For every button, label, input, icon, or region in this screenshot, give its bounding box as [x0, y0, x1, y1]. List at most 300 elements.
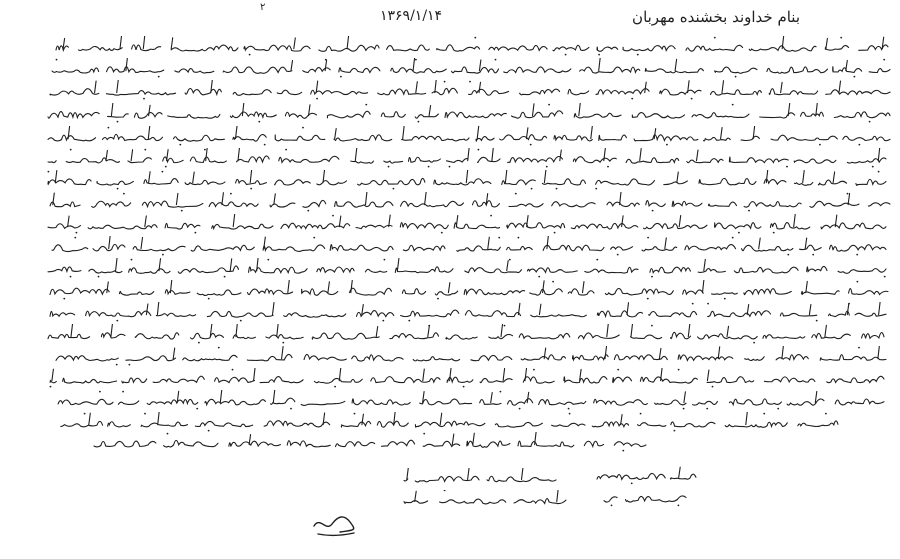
handwriting-dot: [666, 144, 668, 146]
handwriting-stroke: [390, 333, 439, 339]
handwriting-dot: [856, 254, 858, 256]
handwriting-stroke: [729, 157, 788, 163]
handwriting-stroke: [623, 46, 675, 51]
handwriting-dot: [316, 98, 318, 100]
handwriting-stroke: [503, 369, 505, 381]
handwriting-stroke: [222, 193, 224, 205]
handwriting-dot: [449, 166, 451, 168]
handwriting-stroke: [697, 150, 699, 161]
handwriting-dot: [408, 320, 410, 322]
handwriting-dot: [763, 413, 765, 415]
handwriting-stroke: [579, 103, 581, 116]
handwriting-stroke: [646, 201, 666, 207]
handwriting-stroke: [454, 223, 500, 229]
handwriting-stroke: [303, 68, 331, 73]
handwriting-stroke: [120, 291, 154, 295]
handwriting-stroke: [826, 90, 890, 95]
handwriting-stroke: [504, 67, 571, 73]
handwriting-stroke: [746, 412, 748, 425]
handwriting-stroke: [829, 311, 850, 316]
handwriting-stroke: [718, 347, 720, 359]
handwriting-svg: [44, 324, 888, 346]
handwriting-dot: [651, 325, 653, 327]
handwriting-dot: [631, 483, 633, 485]
handwriting-stroke: [122, 378, 147, 383]
handwriting-stroke: [585, 267, 638, 273]
handwriting-stroke: [801, 112, 824, 116]
handwriting-stroke: [118, 401, 138, 405]
handwriting-dot: [738, 232, 740, 234]
handwriting-stroke: [547, 236, 549, 249]
handwritten-line: [90, 432, 650, 454]
handwriting-stroke: [645, 68, 703, 72]
handwriting-stroke: [711, 90, 762, 95]
handwriting-stroke: [492, 148, 494, 161]
handwriting-stroke: [522, 468, 524, 479]
handwriting-stroke: [826, 38, 828, 48]
handwriting-stroke: [469, 89, 509, 95]
handwriting-stroke: [727, 326, 729, 336]
handwriting-stroke: [446, 335, 477, 339]
handwriting-dot: [787, 254, 789, 256]
handwriting-dot: [878, 171, 880, 173]
handwriting-dot: [568, 408, 570, 410]
handwriting-stroke: [92, 201, 131, 207]
handwriting-stroke: [174, 135, 225, 141]
handwriting-stroke: [640, 149, 642, 161]
handwriting-stroke: [803, 171, 805, 183]
handwriting-stroke: [553, 45, 589, 51]
handwriting-stroke: [275, 135, 325, 141]
handwriting-stroke: [197, 290, 241, 296]
handwriting-stroke: [435, 291, 457, 295]
handwriting-svg: [44, 148, 890, 170]
handwriting-dot: [691, 98, 693, 100]
handwriting-stroke: [158, 412, 160, 425]
handwriting-stroke: [505, 170, 507, 183]
handwriting-svg: [44, 126, 894, 148]
handwriting-stroke: [741, 136, 759, 140]
handwriting-stroke: [395, 267, 453, 273]
handwriting-stroke: [339, 368, 341, 381]
handwritten-line: [46, 192, 894, 214]
handwriting-stroke: [638, 423, 666, 427]
handwriting-dot: [498, 237, 500, 239]
handwriting-stroke: [698, 269, 725, 273]
handwriting-stroke: [794, 214, 796, 226]
handwriting-stroke: [591, 126, 593, 138]
handwriting-stroke: [117, 80, 119, 92]
handwriting-stroke: [358, 178, 425, 185]
letter-closing: [400, 466, 700, 526]
handwriting-stroke: [50, 202, 80, 207]
handwriting-dot: [441, 232, 443, 234]
handwriting-stroke: [407, 468, 409, 479]
handwriting-stroke: [468, 148, 470, 161]
handwriting-stroke: [429, 106, 431, 116]
handwriting-svg: [46, 80, 894, 102]
handwriting-stroke: [88, 225, 157, 229]
handwriting-stroke: [397, 258, 399, 270]
handwriting-stroke: [821, 223, 886, 229]
handwriting-stroke: [291, 61, 293, 71]
handwriting-stroke: [744, 202, 801, 208]
handwriting-dot: [70, 149, 72, 151]
handwriting-dot: [598, 54, 600, 56]
handwriting-dot: [611, 505, 613, 507]
handwriting-stroke: [800, 245, 822, 250]
handwriting-dot: [116, 364, 118, 366]
handwriting-stroke: [384, 161, 403, 163]
handwriting-stroke: [56, 356, 118, 361]
handwriting-svg: [48, 236, 890, 258]
handwriting-stroke: [175, 69, 214, 73]
handwriting-dot: [340, 76, 342, 78]
handwriting-dot: [857, 281, 859, 283]
handwriting-stroke: [440, 413, 442, 424]
handwriting-stroke: [745, 357, 765, 361]
handwriting-stroke: [282, 347, 284, 359]
handwritten-line: [46, 302, 890, 324]
handwriting-stroke: [56, 46, 68, 50]
handwriting-stroke: [50, 89, 99, 95]
handwriting-stroke: [692, 113, 749, 118]
handwritten-line: [52, 36, 892, 58]
handwriting-stroke: [568, 89, 589, 94]
handwriting-stroke: [303, 200, 326, 207]
handwriting-stroke: [145, 216, 147, 227]
handwriting-stroke: [312, 333, 379, 339]
handwriting-stroke: [621, 415, 623, 425]
handwriting-dot: [158, 76, 160, 78]
handwriting-stroke: [156, 313, 195, 316]
handwriting-stroke: [132, 45, 161, 51]
handwriting-stroke: [622, 216, 624, 227]
handwriting-stroke: [50, 311, 75, 316]
handwriting-stroke: [131, 150, 133, 161]
handwriting-stroke: [288, 280, 290, 293]
handwriting-stroke: [640, 377, 697, 383]
handwriting-dot: [840, 37, 842, 39]
handwriting-stroke: [688, 324, 690, 337]
handwriting-stroke: [191, 333, 224, 339]
handwriting-dot: [393, 188, 395, 190]
handwriting-stroke: [401, 201, 464, 206]
handwriting-stroke: [48, 224, 81, 229]
handwriting-dot: [622, 450, 624, 452]
handwriting-stroke: [543, 245, 604, 251]
handwriting-stroke: [672, 201, 702, 206]
handwriting-svg: [46, 390, 888, 412]
handwriting-dot: [249, 54, 251, 56]
handwriting-stroke: [400, 222, 448, 228]
handwriting-stroke: [351, 161, 374, 163]
handwriting-stroke: [254, 368, 256, 381]
handwriting-stroke: [116, 258, 118, 271]
handwriting-stroke: [686, 45, 743, 51]
handwriting-stroke: [744, 289, 791, 295]
handwriting-dot: [365, 104, 367, 106]
handwriting-stroke: [165, 223, 200, 229]
handwriting-stroke: [573, 355, 609, 360]
handwriting-stroke: [230, 259, 232, 271]
handwriting-svg: [52, 412, 842, 434]
handwriting-stroke: [325, 60, 327, 71]
handwriting-stroke: [521, 355, 565, 360]
handwriting-stroke: [660, 89, 701, 95]
handwriting-stroke: [514, 499, 566, 504]
handwriting-dot: [123, 193, 125, 195]
handwriting-stroke: [423, 369, 425, 381]
handwriting-stroke: [677, 172, 679, 183]
handwriting-stroke: [769, 89, 818, 95]
handwriting-dot: [302, 127, 304, 129]
handwriting-svg: [46, 368, 888, 390]
handwriting-stroke: [339, 67, 380, 72]
handwriting-dot: [198, 342, 200, 344]
handwritten-line: [46, 390, 888, 412]
handwriting-stroke: [48, 112, 99, 119]
handwriting-stroke: [111, 324, 113, 337]
handwriting-dot: [825, 413, 827, 415]
handwriting-stroke: [378, 89, 426, 95]
handwriting-stroke: [106, 150, 108, 160]
handwriting-stroke: [163, 157, 184, 163]
handwriting-stroke: [632, 113, 684, 119]
handwriting-stroke: [604, 149, 606, 161]
handwriting-dot: [117, 121, 119, 123]
handwriting-stroke: [699, 178, 756, 184]
handwriting-stroke: [684, 392, 686, 403]
handwriting-stroke: [597, 311, 642, 317]
handwriting-stroke: [771, 135, 837, 140]
closing-line: [590, 466, 700, 486]
handwriting-stroke: [250, 170, 252, 183]
handwriting-stroke: [229, 441, 281, 446]
handwriting-stroke: [52, 68, 99, 73]
handwriting-stroke: [356, 225, 392, 228]
handwriting-stroke: [347, 36, 349, 49]
handwriting-dot: [232, 369, 234, 371]
handwriting-stroke: [50, 288, 109, 294]
handwriting-stroke: [55, 171, 57, 183]
handwriting-stroke: [597, 473, 665, 479]
handwriting-dot: [531, 188, 533, 190]
handwriting-dot: [181, 210, 183, 212]
handwriting-stroke: [413, 58, 415, 71]
handwriting-stroke: [220, 390, 222, 403]
handwriting-stroke: [233, 135, 266, 142]
handwriting-stroke: [721, 128, 723, 139]
handwriting-dot: [334, 386, 336, 388]
handwriting-stroke: [501, 324, 503, 336]
handwriting-svg: [400, 490, 570, 510]
handwriting-stroke: [703, 280, 705, 293]
handwriting-stroke: [526, 128, 528, 139]
handwriting-stroke: [507, 246, 533, 249]
handwriting-stroke: [794, 182, 812, 185]
handwriting-stroke: [671, 422, 715, 427]
handwriting-stroke: [659, 348, 661, 358]
handwriting-svg: [52, 36, 892, 58]
handwriting-stroke: [330, 245, 393, 251]
handwriting-stroke: [654, 129, 656, 139]
handwriting-stroke: [193, 172, 195, 183]
handwriting-stroke: [48, 179, 91, 185]
handwriting-stroke: [843, 136, 890, 140]
handwriting-svg: [48, 58, 894, 80]
handwriting-stroke: [233, 214, 235, 227]
handwriting-stroke: [809, 305, 811, 315]
handwriting-dot: [162, 254, 164, 256]
handwriting-svg: [590, 466, 700, 486]
handwriting-stroke: [693, 401, 718, 405]
handwriting-svg: [600, 488, 690, 508]
handwriting-stroke: [631, 324, 633, 337]
handwriting-dot: [196, 408, 198, 410]
handwritten-line: [48, 58, 894, 80]
handwriting-stroke: [89, 413, 91, 424]
handwriting-dot: [384, 259, 386, 261]
handwriting-stroke: [473, 433, 475, 444]
handwriting-dot: [444, 81, 446, 83]
handwriting-stroke: [178, 266, 238, 273]
handwriting-dot: [617, 254, 619, 256]
handwriting-stroke: [149, 105, 151, 115]
handwriting-dot: [99, 391, 101, 393]
handwriting-stroke: [215, 377, 255, 382]
handwriting-dot: [469, 81, 471, 83]
handwriting-stroke: [304, 354, 346, 360]
handwriting-stroke: [311, 90, 368, 94]
handwriting-stroke: [583, 282, 585, 293]
handwriting-dot: [267, 259, 269, 261]
handwriting-dot: [423, 433, 425, 435]
handwriting-stroke: [807, 266, 827, 271]
handwriting-stroke: [437, 45, 480, 51]
handwriting-stroke: [665, 238, 667, 249]
handwriting-stroke: [89, 269, 122, 273]
handwriting-stroke: [798, 421, 838, 427]
handwriting-stroke: [149, 172, 151, 183]
handwritten-line: [44, 103, 894, 125]
handwriting-stroke: [277, 90, 302, 94]
handwriting-stroke: [173, 348, 175, 359]
handwriting-stroke: [328, 282, 330, 293]
handwriting-stroke: [479, 82, 481, 92]
handwriting-stroke: [126, 58, 128, 71]
handwriting-svg: [44, 170, 890, 192]
handwriting-dot: [652, 210, 654, 212]
handwriting-stroke: [477, 126, 479, 139]
handwriting-stroke: [452, 67, 499, 73]
handwriting-dot: [325, 59, 327, 61]
handwriting-stroke: [108, 114, 129, 117]
handwriting-stroke: [236, 324, 238, 337]
signature-mark: [310, 506, 360, 540]
handwriting-dot: [208, 298, 210, 300]
handwriting-stroke: [848, 193, 850, 204]
handwriting-stroke: [242, 103, 244, 116]
handwriting-stroke: [518, 303, 520, 314]
handwriting-dot: [848, 303, 850, 305]
handwriting-stroke: [599, 58, 601, 71]
handwriting-stroke: [404, 501, 428, 503]
handwriting-stroke: [402, 289, 425, 295]
handwritten-line: [46, 80, 894, 102]
handwriting-dot: [500, 391, 502, 393]
handwriting-dot: [707, 303, 709, 305]
page-number-mark: ۲: [260, 2, 266, 13]
handwriting-dot: [437, 298, 439, 300]
handwriting-stroke: [818, 180, 846, 185]
handwriting-stroke: [478, 157, 501, 162]
handwriting-stroke: [335, 129, 337, 139]
handwriting-dot: [706, 408, 708, 410]
handwriting-dot: [538, 276, 540, 278]
handwriting-dot: [647, 237, 649, 239]
handwriting-stroke: [58, 399, 113, 404]
handwriting-svg: [400, 468, 560, 488]
handwriting-dot: [504, 325, 506, 327]
handwriting-dot: [290, 408, 292, 410]
handwriting-svg: [46, 280, 892, 302]
handwriting-dot: [167, 433, 169, 435]
handwriting-stroke: [812, 333, 851, 338]
handwriting-stroke: [574, 113, 621, 118]
handwriting-stroke: [671, 332, 691, 338]
handwriting-stroke: [335, 201, 393, 207]
handwriting-stroke: [742, 245, 793, 251]
handwriting-stroke: [683, 290, 704, 294]
handwriting-dot: [162, 171, 164, 173]
closing-line: [400, 490, 570, 510]
handwriting-dot: [533, 369, 535, 371]
handwriting-stroke: [257, 258, 259, 271]
handwriting-stroke: [387, 45, 430, 51]
handwriting-dot: [108, 127, 110, 129]
handwriting-dot: [712, 386, 714, 388]
handwriting-stroke: [592, 422, 628, 427]
handwriting-stroke: [573, 157, 616, 163]
handwriting-dot: [883, 59, 885, 61]
handwriting-stroke: [780, 313, 816, 316]
handwriting-stroke: [108, 422, 131, 427]
handwriting-stroke: [171, 45, 238, 51]
handwriting-stroke: [97, 181, 133, 185]
handwriting-dot: [748, 210, 750, 212]
handwriting-stroke: [207, 311, 273, 317]
handwriting-dot: [478, 149, 480, 151]
handwriting-stroke: [190, 157, 226, 163]
handwritten-line: [52, 412, 842, 434]
handwriting-stroke: [542, 179, 585, 185]
handwriting-stroke: [165, 290, 190, 295]
handwriting-dot: [869, 121, 871, 123]
handwriting-svg: [90, 432, 650, 454]
handwriting-stroke: [205, 399, 266, 405]
handwriting-dot: [569, 413, 571, 415]
handwriting-stroke: [171, 38, 173, 49]
handwriting-stroke: [86, 311, 151, 317]
handwriting-stroke: [425, 192, 427, 204]
handwriting-dot: [444, 490, 446, 491]
handwriting-dot: [872, 166, 874, 168]
handwriting-stroke: [560, 150, 562, 161]
handwriting-stroke: [435, 80, 437, 93]
handwriting-stroke: [634, 135, 698, 141]
handwriting-dot: [858, 347, 860, 349]
